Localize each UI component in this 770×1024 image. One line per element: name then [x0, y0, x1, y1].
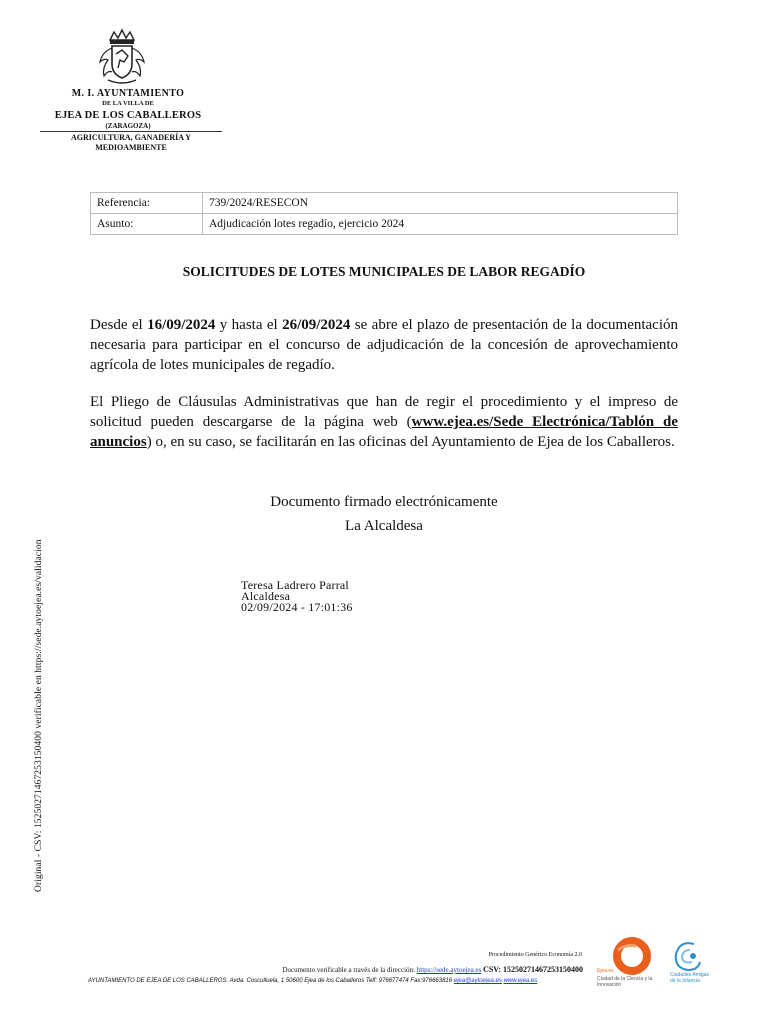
date-from: 16/09/2024 [147, 317, 216, 333]
table-row [91, 193, 678, 214]
reference-value: 739/2024/RESECON [203, 193, 678, 214]
email-link[interactable]: ejea@aytoejea.es [453, 978, 502, 984]
signer-role: Alcaldesa [241, 589, 291, 603]
p2-text-a: El Pliego de Cláusulas Administrativas que han de regir el procedimiento y el impreso de solicitud pueden descargarse de la página web ( [90, 394, 678, 430]
csv-code: CSV: 15250271467253150400 [483, 965, 583, 974]
letterhead-line-4: (ZARAGOZA) [105, 122, 151, 130]
letterhead-divider [40, 131, 222, 132]
web-link[interactable]: www.ejea.es/Sede Electrónica/Tablón de anuncios [90, 414, 678, 450]
signature-note: Documento firmado electrónicamente [270, 494, 498, 510]
document-title: SOLICITUDES DE LOTES MUNICIPALES DE LABOR REGADÍO [182, 264, 586, 279]
reference-table [90, 192, 678, 235]
date-to: 26/09/2024 [282, 317, 351, 333]
p2-text-b: ) o, en su caso, se facilitarán en las oficinas del Ayuntamiento de Ejea de los Caballeros. [146, 434, 675, 450]
table-row [91, 214, 678, 235]
p1-text-a: Desde el [90, 317, 148, 333]
procedure-label: Procedimiento Genérico Economía 2.0 [488, 952, 582, 958]
footer-address [88, 978, 537, 984]
website-link[interactable]: www.ejea.es [503, 978, 538, 984]
logo-child-friendly-caption: Ciudades Amigas de la Infancia [670, 972, 709, 984]
department-line-2: MEDIOAMBIENTE [95, 142, 167, 152]
department-line-1: AGRICULTURA, GANADERÍA Y [70, 133, 192, 142]
verification-line [282, 965, 583, 974]
letterhead-line-3: EJEA DE LOS CABALLEROS [54, 110, 202, 121]
p1-text-c: se abre el plazo de presentación de la documentación necesaria para participar en el concurso de adjudicación de la concesión de aprovechamiento agrícola de lotes municipales de regadío. [90, 317, 679, 373]
signer-name: Teresa Ladrero Parral [241, 578, 349, 592]
signature-datetime: 02/09/2024 - 17:01:36 [241, 600, 353, 614]
logo-ejea-caption: Ciudad de la Ciencia y la Innovación [597, 976, 653, 988]
csv-verification-note: Original - CSV: 15250271467253150400 verificable en https://sede.aytoejea.es/validacion [34, 539, 44, 892]
paragraph-deadline [90, 315, 678, 375]
p1-text-b: y hasta el [215, 317, 283, 333]
paragraph-documents [90, 392, 678, 452]
verify-link[interactable]: https://sede.aytoejea.es [416, 966, 482, 974]
reference-label: Referencia: [91, 193, 203, 214]
address-text: AYUNTAMIENTO DE EJEA DE LOS CABALLEROS. Avda. Cosculluela, 1 50600 Ejea de los Caballeros Telf: 976677474 Fax:976663816 [88, 978, 454, 984]
letterhead-line-1: M. I. AYUNTAMIENTO [71, 88, 185, 99]
verify-prefix: Documento verificable a través de la dirección: [282, 966, 417, 974]
letterhead-line-2: DE LA VILLA DE [102, 100, 154, 107]
subject-label: Asunto: [91, 214, 203, 235]
logo-ejea-name: Ejea.es [597, 968, 614, 974]
child-friendly-city-logo-icon [666, 936, 706, 976]
department-name [40, 133, 222, 152]
subject-value: Adjudicación lotes regadío, ejercicio 2024 [203, 214, 678, 235]
coat-of-arms-icon [92, 28, 152, 88]
signature-role-heading: La Alcaldesa [345, 518, 423, 534]
